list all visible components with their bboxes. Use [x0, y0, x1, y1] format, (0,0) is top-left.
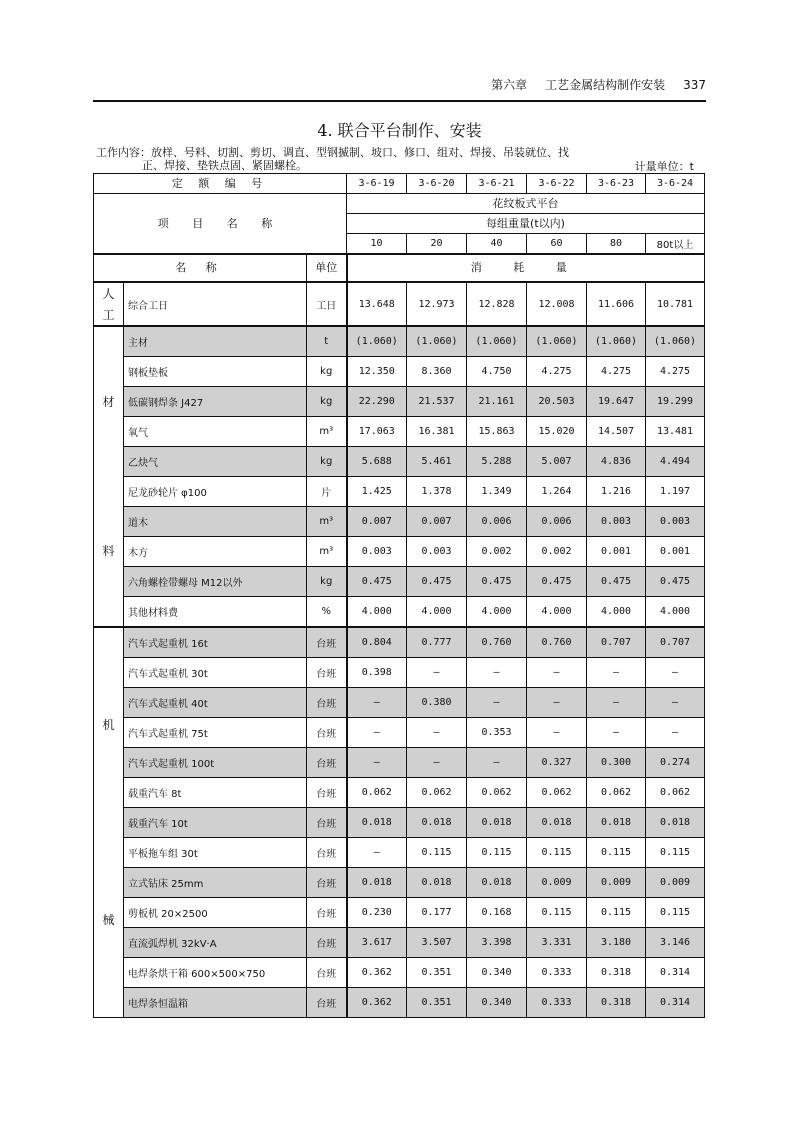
- consumption-value: 12.350: [347, 357, 407, 387]
- item-name: 电焊条烘干箱 600×500×750: [124, 958, 307, 988]
- item-unit: m³: [307, 537, 347, 567]
- machine-row: [94, 958, 705, 988]
- consumption-value: 3.146: [646, 928, 705, 958]
- item-unit: kg: [307, 567, 347, 597]
- consumption-value: 0.003: [646, 507, 705, 537]
- material-row: [94, 507, 705, 537]
- weight-cell: 10: [347, 234, 407, 255]
- section-title: 4. 联合平台制作、安装: [317, 121, 482, 140]
- consumption-value: 0.018: [467, 808, 527, 838]
- consumption-value: 0.760: [467, 627, 527, 658]
- item-name: 木方: [124, 537, 307, 567]
- consumption-value: 0.062: [407, 778, 467, 808]
- consumption-value: 15.863: [467, 417, 527, 447]
- labor-category-char: 人: [102, 286, 115, 301]
- machine-category: [94, 627, 124, 1018]
- consumption-value: 3.507: [407, 928, 467, 958]
- consumption-value: —: [527, 718, 587, 748]
- consumption-value: 3.180: [587, 928, 646, 958]
- column-header-row: [94, 254, 705, 282]
- consumption-value: 0.009: [587, 868, 646, 898]
- item-unit: 台班: [307, 988, 347, 1018]
- item-name: 汽车式起重机 30t: [124, 658, 307, 688]
- item-name: 道木: [124, 507, 307, 537]
- consumption-value: 5.288: [467, 447, 527, 477]
- consumption-value: 0.177: [407, 898, 467, 928]
- labor-category-char: 工: [102, 307, 115, 322]
- consumption-value: 1.216: [587, 477, 646, 507]
- item-unit: 台班: [307, 808, 347, 838]
- consumption-value: 1.349: [467, 477, 527, 507]
- consumption-value: 4.000: [467, 597, 527, 628]
- item-unit: kg: [307, 387, 347, 417]
- header-rule: [93, 100, 706, 102]
- material-row: [94, 447, 705, 477]
- consumption-value: 12.973: [407, 282, 467, 326]
- material-category-inner: [94, 327, 123, 626]
- consumption-value: 0.003: [587, 507, 646, 537]
- consumption-value: 0.062: [347, 778, 407, 808]
- work-content-line-2: 正、焊接、垫铁点固、紧固螺栓。: [142, 159, 307, 172]
- weight-cell: 80: [587, 234, 646, 255]
- consumption-value: 0.115: [587, 898, 646, 928]
- consumption-value: 0.362: [347, 988, 407, 1018]
- consumption-value: (1.060): [527, 326, 587, 357]
- work-content-line-1: 工作内容：放样、号料、切割、剪切、调直、型钢揻制、坡口、修口、组对、焊接、吊装就位、找: [96, 146, 569, 159]
- item-name: 汽车式起重机 100t: [124, 748, 307, 778]
- consumption-value: 0.475: [646, 567, 705, 597]
- weight-cell: 40: [467, 234, 527, 255]
- item-name: 其他材料费: [124, 597, 307, 628]
- consumption-value: —: [467, 688, 527, 718]
- consumption-value: 0.115: [467, 838, 527, 868]
- item-name: 综合工日: [124, 282, 307, 326]
- consumption-value: 0.018: [646, 808, 705, 838]
- weight-label: 每组重量(t以内): [347, 214, 705, 234]
- labor-category: [94, 282, 124, 326]
- consumption-value: (1.060): [467, 326, 527, 357]
- consumption-value: 0.007: [347, 507, 407, 537]
- consumption-value: 0.115: [407, 838, 467, 868]
- item-unit: 台班: [307, 658, 347, 688]
- consumption-value: 0.115: [527, 898, 587, 928]
- consumption-value: —: [587, 688, 646, 718]
- item-name: 钢板垫板: [124, 357, 307, 387]
- item-name: 乙炔气: [124, 447, 307, 477]
- consumption-value: 0.314: [646, 958, 705, 988]
- name-column-header: 名 称: [94, 254, 307, 282]
- consumption-value: 0.115: [646, 898, 705, 928]
- material-row: [94, 567, 705, 597]
- consumption-value: 0.006: [527, 507, 587, 537]
- item-name: 尼龙砂轮片 φ100: [124, 477, 307, 507]
- item-name: 载重汽车 10t: [124, 808, 307, 838]
- labor-row: [94, 282, 705, 326]
- code-cell: 3-6-19: [347, 174, 407, 194]
- platform-type-row: [94, 194, 705, 214]
- consumption-value: 1.378: [407, 477, 467, 507]
- consumption-value: 0.475: [467, 567, 527, 597]
- weight-cell: 80t以上: [646, 234, 705, 255]
- item-name: 立式钻床 25mm: [124, 868, 307, 898]
- item-unit: 片: [307, 477, 347, 507]
- consumption-value: —: [407, 718, 467, 748]
- machine-row: [94, 838, 705, 868]
- consumption-value: 0.003: [347, 537, 407, 567]
- item-unit: m³: [307, 507, 347, 537]
- consumption-value: 0.001: [587, 537, 646, 567]
- consumption-value: 4.000: [587, 597, 646, 628]
- consumption-value: 3.398: [467, 928, 527, 958]
- consumption-value: 0.018: [407, 868, 467, 898]
- item-unit: 台班: [307, 778, 347, 808]
- material-row: [94, 477, 705, 507]
- machine-row: [94, 658, 705, 688]
- quota-code-row: [94, 174, 705, 194]
- machine-category-char: 械: [102, 912, 115, 927]
- consumption-value: 0.318: [587, 958, 646, 988]
- consumption-value: 1.197: [646, 477, 705, 507]
- consumption-value: —: [527, 688, 587, 718]
- consumption-value: 0.351: [407, 988, 467, 1018]
- consumption-value: 21.161: [467, 387, 527, 417]
- material-row: [94, 537, 705, 567]
- consumption-value: 0.230: [347, 898, 407, 928]
- consumption-value: 0.018: [527, 808, 587, 838]
- item-unit: 台班: [307, 898, 347, 928]
- consumption-value: 0.115: [527, 838, 587, 868]
- consumption-value: (1.060): [587, 326, 646, 357]
- item-name: 剪板机 20×2500: [124, 898, 307, 928]
- consumption-value: 10.781: [646, 282, 705, 326]
- material-row: [94, 417, 705, 447]
- consumption-value: 0.062: [646, 778, 705, 808]
- consumption-value: 0.115: [646, 838, 705, 868]
- consumption-value: (1.060): [407, 326, 467, 357]
- consumption-value: 5.007: [527, 447, 587, 477]
- machine-row: [94, 688, 705, 718]
- consumption-value: 13.481: [646, 417, 705, 447]
- consumption-value: —: [407, 658, 467, 688]
- quota-table: [93, 173, 705, 1018]
- item-name: 直流弧焊机 32kV·A: [124, 928, 307, 958]
- weight-cell: 60: [527, 234, 587, 255]
- consumption-value: 12.008: [527, 282, 587, 326]
- consumption-value: 0.006: [467, 507, 527, 537]
- weight-cell: 20: [407, 234, 467, 255]
- consumption-value: —: [467, 658, 527, 688]
- machine-row: [94, 627, 705, 658]
- consumption-value: 0.340: [467, 988, 527, 1018]
- consumption-value: 0.340: [467, 958, 527, 988]
- item-unit: 台班: [307, 688, 347, 718]
- item-name: 主材: [124, 326, 307, 357]
- consumption-value: —: [527, 658, 587, 688]
- consumption-value: (1.060): [347, 326, 407, 357]
- labor-category-inner: [94, 283, 123, 325]
- item-unit: 台班: [307, 958, 347, 988]
- consumption-value: 0.707: [646, 627, 705, 658]
- consumption-value: —: [407, 748, 467, 778]
- unit-column-header: 单位: [307, 254, 347, 282]
- consumption-value: 0.001: [646, 537, 705, 567]
- item-name: 低碳钢焊条 J427: [124, 387, 307, 417]
- consumption-value: 0.018: [347, 808, 407, 838]
- consumption-value: —: [347, 688, 407, 718]
- consumption-value: 4.750: [467, 357, 527, 387]
- consumption-value: 0.475: [587, 567, 646, 597]
- consumption-value: 0.760: [527, 627, 587, 658]
- item-name: 电焊条恒温箱: [124, 988, 307, 1018]
- chapter-number: 第六章: [491, 78, 528, 92]
- machine-row: [94, 928, 705, 958]
- consumption-value: 0.062: [587, 778, 646, 808]
- consumption-value: 0.353: [467, 718, 527, 748]
- consumption-value: 5.461: [407, 447, 467, 477]
- material-row: [94, 597, 705, 628]
- material-row: [94, 357, 705, 387]
- item-unit: 台班: [307, 627, 347, 658]
- page-number: 337: [683, 78, 706, 92]
- consumption-value: 0.804: [347, 627, 407, 658]
- consumption-value: 20.503: [527, 387, 587, 417]
- item-unit: 工日: [307, 282, 347, 326]
- platform-type: 花纹板式平台: [347, 194, 705, 214]
- code-cell: 3-6-22: [527, 174, 587, 194]
- consumption-value: 0.475: [527, 567, 587, 597]
- item-name: 载重汽车 8t: [124, 778, 307, 808]
- consumption-value: —: [646, 658, 705, 688]
- consumption-value: —: [587, 718, 646, 748]
- item-unit: kg: [307, 447, 347, 477]
- consumption-value: 0.018: [407, 808, 467, 838]
- item-unit: %: [307, 597, 347, 628]
- consumption-value: 0.007: [407, 507, 467, 537]
- consumption-value: 4.000: [347, 597, 407, 628]
- consumption-value: —: [587, 658, 646, 688]
- item-name: 氧气: [124, 417, 307, 447]
- machine-row: [94, 778, 705, 808]
- material-row: [94, 326, 705, 357]
- item-unit: 台班: [307, 838, 347, 868]
- material-category-char: 材: [102, 394, 115, 409]
- item-unit: 台班: [307, 718, 347, 748]
- consumption-value: 1.264: [527, 477, 587, 507]
- consumption-value: 21.537: [407, 387, 467, 417]
- consumption-value: 0.018: [587, 808, 646, 838]
- consumption-value: —: [347, 718, 407, 748]
- consumption-value: 4.836: [587, 447, 646, 477]
- consumption-value: 5.688: [347, 447, 407, 477]
- material-category: [94, 326, 124, 627]
- consumption-value: 0.777: [407, 627, 467, 658]
- consumption-value: 19.647: [587, 387, 646, 417]
- machine-row: [94, 988, 705, 1018]
- consumption-value: 0.380: [407, 688, 467, 718]
- work-content: [96, 146, 656, 172]
- material-row: [94, 387, 705, 417]
- consumption-value: 0.168: [467, 898, 527, 928]
- material-category-char: 料: [102, 544, 115, 559]
- consumption-value: 4.275: [587, 357, 646, 387]
- consumption-value: 0.002: [527, 537, 587, 567]
- code-cell: 3-6-21: [467, 174, 527, 194]
- consumption-value: —: [467, 748, 527, 778]
- consumption-value: 4.000: [407, 597, 467, 628]
- consumption-value: 4.000: [646, 597, 705, 628]
- code-cell: 3-6-20: [407, 174, 467, 194]
- consumption-value: 0.351: [407, 958, 467, 988]
- consumption-value: 0.002: [467, 537, 527, 567]
- quota-code-label: 定 额 编 号: [94, 174, 347, 194]
- machine-row: [94, 808, 705, 838]
- consumption-value: 17.063: [347, 417, 407, 447]
- item-name: 六角螺栓带螺母 M12以外: [124, 567, 307, 597]
- consumption-value: 4.000: [527, 597, 587, 628]
- machine-category-char: 机: [102, 718, 115, 733]
- item-unit: 台班: [307, 748, 347, 778]
- consumption-header: 消 耗 量: [347, 254, 705, 282]
- consumption-value: 0.333: [527, 958, 587, 988]
- consumption-value: —: [646, 718, 705, 748]
- consumption-value: 0.398: [347, 658, 407, 688]
- consumption-value: (1.060): [646, 326, 705, 357]
- item-name: 汽车式起重机 16t: [124, 627, 307, 658]
- item-name: 平板拖车组 30t: [124, 838, 307, 868]
- consumption-value: 13.648: [347, 282, 407, 326]
- consumption-value: 22.290: [347, 387, 407, 417]
- consumption-value: 0.333: [527, 988, 587, 1018]
- consumption-value: 0.475: [407, 567, 467, 597]
- machine-row: [94, 748, 705, 778]
- consumption-value: 0.062: [527, 778, 587, 808]
- consumption-value: 0.707: [587, 627, 646, 658]
- consumption-value: 0.062: [467, 778, 527, 808]
- consumption-value: 0.318: [587, 988, 646, 1018]
- item-unit: 台班: [307, 868, 347, 898]
- item-unit: 台班: [307, 928, 347, 958]
- consumption-value: 8.360: [407, 357, 467, 387]
- consumption-value: 0.314: [646, 988, 705, 1018]
- consumption-value: 11.606: [587, 282, 646, 326]
- consumption-value: 0.003: [407, 537, 467, 567]
- consumption-value: 0.009: [527, 868, 587, 898]
- consumption-value: 12.828: [467, 282, 527, 326]
- consumption-value: 3.331: [527, 928, 587, 958]
- consumption-value: 0.115: [587, 838, 646, 868]
- item-unit: t: [307, 326, 347, 357]
- consumption-value: 19.299: [646, 387, 705, 417]
- consumption-value: 14.507: [587, 417, 646, 447]
- consumption-value: 4.275: [527, 357, 587, 387]
- consumption-value: 16.381: [407, 417, 467, 447]
- machine-row: [94, 868, 705, 898]
- machine-category-inner: [94, 628, 123, 1017]
- machine-row: [94, 718, 705, 748]
- machine-row: [94, 898, 705, 928]
- consumption-value: 1.425: [347, 477, 407, 507]
- item-unit: m³: [307, 417, 347, 447]
- chapter-title: 工艺金属结构制作安装: [545, 78, 666, 92]
- item-name-label: 项 目 名 称: [94, 194, 347, 255]
- consumption-value: 0.274: [646, 748, 705, 778]
- consumption-value: 4.494: [646, 447, 705, 477]
- consumption-value: 0.327: [527, 748, 587, 778]
- consumption-value: 0.018: [347, 868, 407, 898]
- consumption-value: —: [347, 838, 407, 868]
- consumption-value: 3.617: [347, 928, 407, 958]
- consumption-value: 0.475: [347, 567, 407, 597]
- item-name: 汽车式起重机 75t: [124, 718, 307, 748]
- consumption-value: 15.020: [527, 417, 587, 447]
- item-unit: kg: [307, 357, 347, 387]
- item-name: 汽车式起重机 40t: [124, 688, 307, 718]
- consumption-value: —: [347, 748, 407, 778]
- running-head: [470, 76, 706, 93]
- consumption-value: —: [646, 688, 705, 718]
- consumption-value: 0.362: [347, 958, 407, 988]
- consumption-value: 0.300: [587, 748, 646, 778]
- measurement-unit-note: 计量单位：t: [634, 160, 694, 173]
- consumption-value: 0.009: [646, 868, 705, 898]
- code-cell: 3-6-24: [646, 174, 705, 194]
- code-cell: 3-6-23: [587, 174, 646, 194]
- consumption-value: 4.275: [646, 357, 705, 387]
- consumption-value: 0.018: [467, 868, 527, 898]
